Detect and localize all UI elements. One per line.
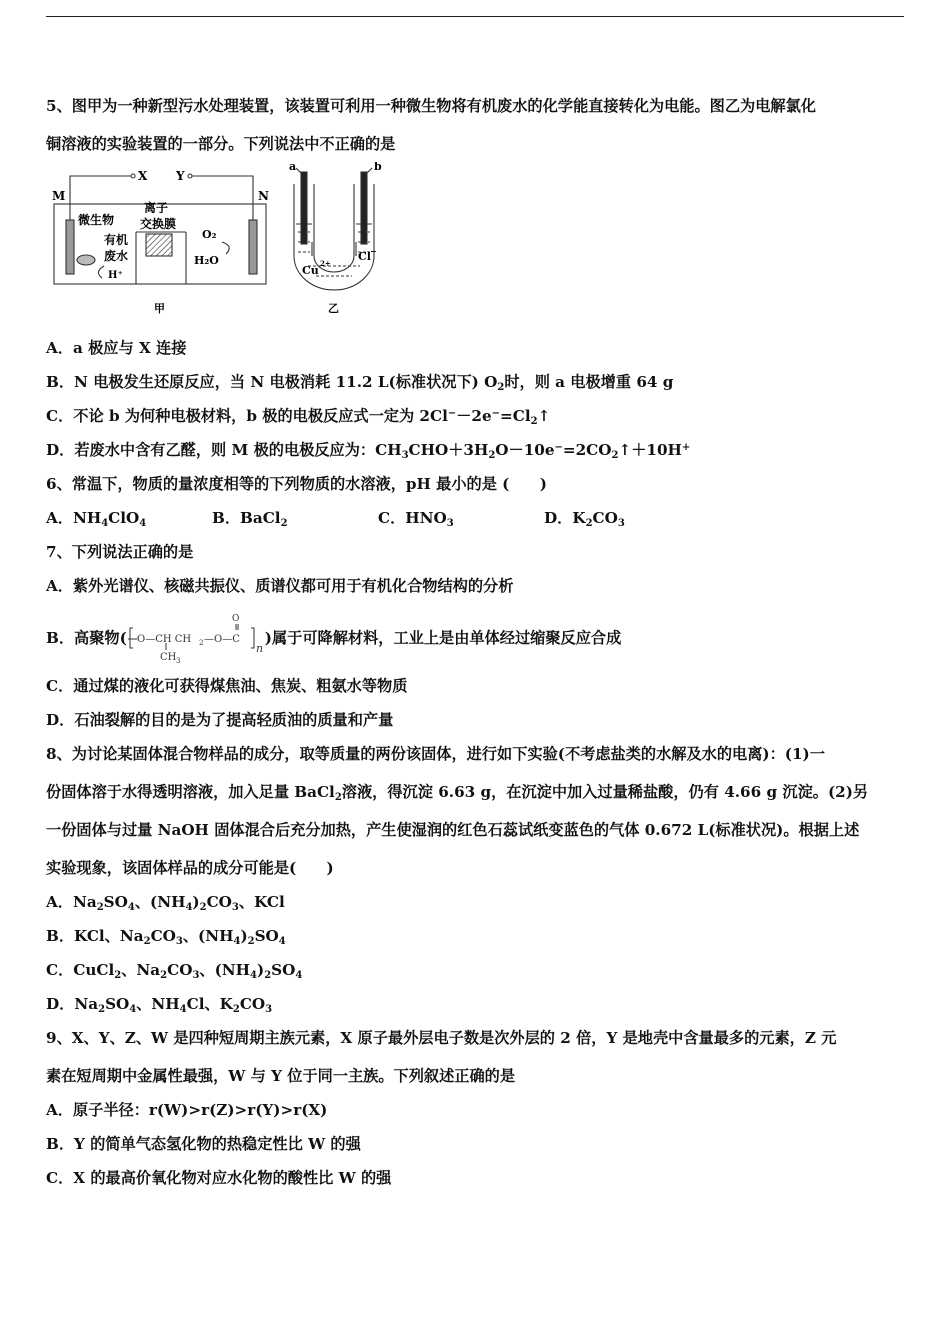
label-b: b [374,162,382,173]
q5-option-a: A．a 极应与 X 连接 [46,339,187,357]
text: 份固体溶于水得透明溶液，加入足量 BaCl [46,783,335,801]
label-membrane-2: 交换膜 [140,217,177,231]
sup: − [491,408,501,419]
sub: 3 [617,518,625,529]
text: ↑＋10H [618,441,682,459]
text: C．CuCl [46,961,115,979]
sub: 3 [401,450,409,461]
label-cl: Cl [358,250,371,263]
text: C．HNO [378,509,447,527]
q6-stem: 6、常温下，物质的量浓度相等的下列物质的水溶液，pH 最小的是 ( ) [46,475,547,493]
document-body [46,96,906,1202]
sub: 2 [264,970,272,981]
sub: 3 [192,970,200,981]
text: D．Na [46,995,99,1013]
text: 、(NH [134,893,186,911]
text: 、(NH [182,927,234,945]
sub: 4 [127,902,135,913]
text: O－10e [495,441,555,459]
text: B．KCl、Na [46,927,144,945]
label-x: X [138,169,148,183]
sub: 4 [129,1004,137,1015]
label-cu: Cu [302,264,319,277]
text: B．N 电极发生还原反应，当 N 电极消耗 11.2 L(标准状况下) O [46,373,498,391]
sub: 2 [232,1004,240,1015]
q7-option-c: C．通过煤的液化可获得煤焦油、焦炭、粗氨水等物质 [46,677,408,695]
electrochem-diagram [46,162,406,320]
polymer-sub: 2 [198,639,204,647]
q7-option-b [46,610,906,666]
sub: 2 [143,936,151,947]
text: SO [271,961,296,979]
sub: 2 [247,936,255,947]
label-m: M [52,189,66,203]
text: 、KCl [238,893,285,911]
sub: 4 [278,936,286,947]
q5-option-b [46,372,906,393]
caption-yi: 乙 [328,302,339,315]
label-a: a [289,162,297,173]
polymer-n: n [255,642,263,655]
sub: 4 [139,518,147,529]
text: ClO [108,509,140,527]
label-n: N [258,189,269,203]
polymer-chain-2: —O—C [203,634,240,645]
polymer-methyl: CH [159,652,177,663]
q8-stem-line4: 实验现象，该固体样品的成分可能是( ) [46,859,334,877]
q6-option-c [378,508,544,529]
sub: 3 [175,936,183,947]
sub: 4 [250,970,257,981]
text: B．BaCl [212,509,281,527]
q9-option-c: C．X 的最高价氧化物对应水化物的酸性比 W 的强 [46,1169,392,1187]
sup: − [554,442,563,453]
text: ) [192,893,200,911]
caption-jia: 甲 [154,302,165,315]
sub: 2 [98,1004,106,1015]
q6-option-d [544,508,710,529]
q9-option-b: B．Y 的简单气态氢化物的热稳定性比 W 的强 [46,1135,361,1153]
sub: 2 [334,792,342,803]
q8-option-c [46,960,906,981]
sub: 4 [179,1004,187,1015]
q8-option-b [46,926,906,947]
sub: 2 [199,902,207,913]
text: CO [239,995,266,1013]
text: SO [105,995,130,1013]
text: A．NH [46,509,102,527]
header-rule [46,16,904,17]
sub: 4 [295,970,303,981]
sub: 3 [231,902,239,913]
label-hplus: H⁺ [108,270,123,281]
sub: 2 [497,382,505,393]
text: CO [150,927,176,945]
text: 、(NH [199,961,251,979]
text: =2CO [562,441,612,459]
sub: 2 [530,416,538,427]
label-o2: O₂ [202,228,217,241]
label-membrane-1: 离子 [144,201,169,215]
q8-option-a [46,892,906,913]
sub: 2 [96,902,104,913]
sub: 3 [446,518,454,529]
text: SO [254,927,279,945]
text: －2e [456,407,492,425]
text: SO [103,893,128,911]
text: ) [257,961,265,979]
sub: 4 [185,902,193,913]
q5-stem-line2: 铜溶液的实验装置的一部分。下列说法中不正确的是 [46,135,396,153]
text: =Cl [500,407,531,425]
text: 、NH [136,995,180,1013]
polymer-methyl-sub: 3 [175,657,181,665]
sup: + [681,442,691,453]
text: C．不论 b 为何种电极材料，b 极的电极反应式一定为 2Cl [46,407,448,425]
q8-stem-line1: 8、为讨论某固体混合物样品的成分，取等质量的两份该固体，进行如下实验(不考虑盐类的水解及水的电离)：(1)一 [46,745,825,763]
q9-stem-line2: 素在短周期中金属性最强，W 与 Y 位于同一主族。下列叙述正确的是 [46,1067,516,1085]
q5-stem-line1: 5、图甲为一种新型污水处理装置，该装置可利用一种微生物将有机废水的化学能直接转化为电能。图乙为电解氯化 [46,97,816,115]
label-h2o: H₂O [194,254,219,267]
sub: 4 [101,518,109,529]
q8-stem-line2 [46,782,906,803]
text: 溶液，得沉淀 6.63 g，在沉淀中加入过量稀盐酸，仍有 4.66 g 沉淀。(2)另 [341,783,869,801]
text: CO [592,509,618,527]
sub: 2 [488,450,496,461]
text: ) [240,927,248,945]
q5-option-d [46,440,906,461]
text: D．若废水中含有乙醛，则 M 极的电极反应为：CH [46,441,402,459]
sub: 2 [611,450,619,461]
polymer-structure [127,610,265,666]
sub: 2 [585,518,593,529]
q6-options [46,508,906,529]
text: Cl、K [186,995,233,1013]
label-y: Y [176,169,185,183]
polymer-chain: O—CH CH [136,634,191,645]
sub: 4 [233,936,241,947]
q5-option-c [46,406,906,427]
sup: − [447,408,457,419]
q9-option-a: A．原子半径：r(W)>r(Z)>r(Y)>r(X) [46,1101,328,1119]
q6-option-a [46,508,212,529]
q9-stem-line1: 9、X、Y、Z、W 是四种短周期主族元素，X 原子最外层电子数是次外层的 2 倍，Y 是地壳中含量最多的元素，Z 元 [46,1029,837,1047]
text: CHO＋3H [408,441,489,459]
text: )属于可降解材料，工业上是由单体经过缩聚反应合成 [264,628,622,647]
q8-option-d [46,994,906,1015]
text: ↑ [537,407,551,425]
q6-option-b [212,508,378,529]
label-organic-2: 废水 [104,249,129,263]
polymer-oxygen: O [231,614,240,624]
q7-stem: 7、下列说法正确的是 [46,543,194,561]
q7-option-a: A．紫外光谱仪、核磁共振仪、质谱仪都可用于有机化合物结构的分析 [46,577,514,595]
text: B．高聚物( [46,628,127,647]
sub: 2 [114,970,122,981]
label-cl-charge: − [370,246,377,256]
label-microbe: 微生物 [78,213,115,227]
q7-option-d: D．石油裂解的目的是为了提高轻质油的质量和产量 [46,711,394,729]
text: CO [167,961,193,979]
label-cu-charge: 2+ [320,259,331,268]
q5-figure [46,162,906,320]
text: 时，则 a 电极增重 64 g [504,373,674,391]
label-organic-1: 有机 [104,233,129,247]
sub: 2 [160,970,168,981]
sub: 2 [280,518,288,529]
text: 、Na [121,961,161,979]
q8-stem-line3: 一份固体与过量 NaOH 固体混合后充分加热，产生使湿润的红色石蕊试纸变蓝色的气体 0.672 L(标准状况)。根据上述 [46,821,860,839]
text: A．Na [46,893,97,911]
text: CO [206,893,232,911]
sub: 3 [265,1004,273,1015]
text: D．K [544,509,586,527]
